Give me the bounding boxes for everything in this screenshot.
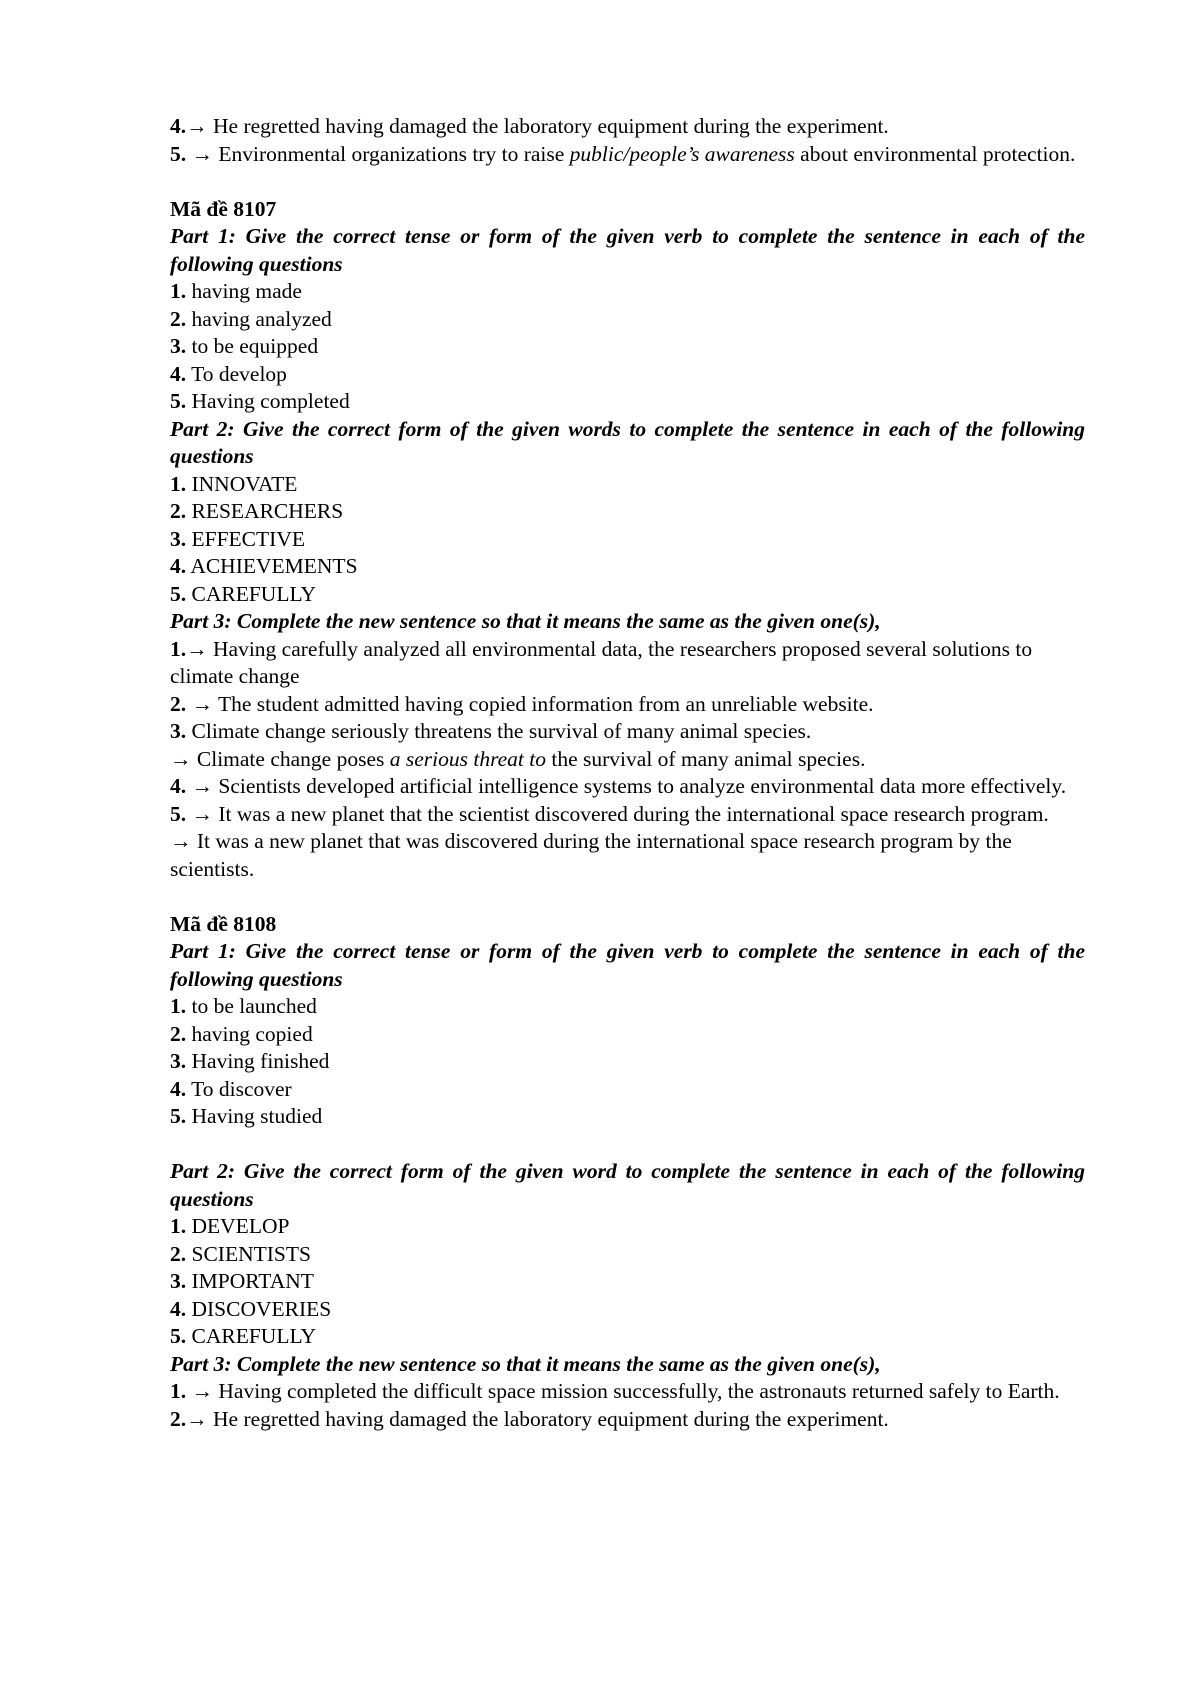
list-item xyxy=(170,498,1085,526)
item-number: 2. xyxy=(170,691,187,716)
list-item xyxy=(170,333,1085,361)
part2-heading: Part 2: Give the correct form of the given word to complete the sentence in each of the following questions xyxy=(170,1159,1085,1211)
item-text: to be launched xyxy=(186,994,317,1018)
part1-heading: Part 1: Give the correct tense or form of the given verb to complete the sentence in each of the following questions xyxy=(170,939,1085,991)
part2-heading: Part 2: Give the correct form of the given words to complete the sentence in each of the following questions xyxy=(170,416,1085,468)
item-number: 4. xyxy=(170,1076,187,1101)
item-number: 1. xyxy=(170,279,187,303)
item-text: → The student admitted having copied information from an unreliable website. xyxy=(186,691,874,716)
item-text: To develop xyxy=(186,361,287,386)
list-item xyxy=(170,471,1085,499)
item-text: DISCOVERIES xyxy=(186,1296,332,1321)
answer-line xyxy=(170,141,1085,169)
item-text: IMPORTANT xyxy=(186,1269,314,1293)
answer-line xyxy=(170,636,1085,691)
item-number: 4. xyxy=(170,554,187,578)
item-number: 5. xyxy=(170,801,187,826)
item-number: 2. xyxy=(170,306,187,331)
item-number: 1. xyxy=(170,636,187,661)
item-number: 3. xyxy=(170,334,187,358)
item-number: 4. xyxy=(170,361,187,386)
list-item xyxy=(170,526,1085,554)
answer-line xyxy=(170,801,1085,829)
item-number: 3. xyxy=(170,719,187,743)
item-number: 1. xyxy=(170,1214,187,1238)
item-number: 5. xyxy=(170,581,187,606)
item-emphasis: a serious threat to xyxy=(389,746,547,771)
item-number: 1. xyxy=(170,1379,187,1403)
list-item xyxy=(170,1048,1085,1076)
part3-heading: Part 3: Complete the new sentence so that it means the same as the given one(s), xyxy=(170,609,881,633)
item-number: 5. xyxy=(170,141,187,166)
item-number: 2. xyxy=(170,499,187,523)
item-number: 3. xyxy=(170,1269,187,1293)
item-text: RESEARCHERS xyxy=(186,499,344,523)
item-number: 3. xyxy=(170,526,187,551)
list-item xyxy=(170,361,1085,389)
item-text: → Scientists developed artificial intelligence systems to analyze environmental data more effectively. xyxy=(186,774,1067,798)
item-text: Having finished xyxy=(186,1049,330,1073)
item-emphasis: public/people’s awareness xyxy=(569,141,795,166)
item-text: → Climate change poses xyxy=(170,746,390,771)
item-text: SCIENTISTS xyxy=(186,1241,311,1266)
spacer xyxy=(170,1131,1085,1159)
item-text: DEVELOP xyxy=(186,1214,290,1238)
item-number: 4. xyxy=(170,114,187,138)
list-item xyxy=(170,993,1085,1021)
item-text: → Having carefully analyzed all environmental data, the researchers proposed several solutions to climate change xyxy=(170,636,1033,688)
document-page xyxy=(170,113,1085,1433)
list-item xyxy=(170,1213,1085,1241)
item-text: having made xyxy=(186,279,302,303)
item-number: 5. xyxy=(170,389,187,413)
item-text: Climate change seriously threatens the survival of many animal species. xyxy=(186,719,812,743)
list-item xyxy=(170,581,1085,609)
answer-line xyxy=(170,746,1085,774)
item-text: Having studied xyxy=(186,1104,323,1128)
answer-line xyxy=(170,773,1085,801)
list-item xyxy=(170,553,1085,581)
answer-line xyxy=(170,718,1085,746)
list-item xyxy=(170,1103,1085,1131)
item-number: 4. xyxy=(170,774,187,798)
list-item xyxy=(170,1076,1085,1104)
item-text: Having completed xyxy=(186,389,350,413)
item-number: 2. xyxy=(170,1241,187,1266)
item-text: → Environmental organizations try to raise xyxy=(186,141,570,166)
item-text: about environmental protection. xyxy=(794,141,1076,166)
item-text: To discover xyxy=(186,1076,292,1101)
item-number: 1. xyxy=(170,471,187,496)
item-number: 3. xyxy=(170,1049,187,1073)
answer-line xyxy=(170,1378,1085,1406)
item-text: → He regretted having damaged the laboratory equipment during the experiment. xyxy=(186,114,889,138)
section-title-8108: Mã đề 8108 xyxy=(170,911,277,936)
item-text: EFFECTIVE xyxy=(186,526,305,551)
item-text: INNOVATE xyxy=(186,471,298,496)
list-item xyxy=(170,1296,1085,1324)
list-item xyxy=(170,1268,1085,1296)
list-item xyxy=(170,1323,1085,1351)
item-text: to be equipped xyxy=(186,334,319,358)
part1-heading: Part 1: Give the correct tense or form of the given verb to complete the sentence in each of the following questions xyxy=(170,224,1085,276)
list-item xyxy=(170,1021,1085,1049)
section-title-8107: Mã đề 8107 xyxy=(170,196,277,221)
list-item xyxy=(170,306,1085,334)
answer-line: → It was a new planet that was discovered during the international space research program by the scientists. xyxy=(170,829,1012,881)
item-text: having analyzed xyxy=(186,306,332,331)
item-text: CAREFULLY xyxy=(186,581,316,606)
item-text: → It was a new planet that the scientist discovered during the international space research program. xyxy=(186,801,1049,826)
answer-line xyxy=(170,691,1085,719)
item-number: 2. xyxy=(170,1406,187,1431)
answer-line xyxy=(170,113,1085,141)
item-number: 5. xyxy=(170,1104,187,1128)
list-item xyxy=(170,388,1085,416)
item-text: the survival of many animal species. xyxy=(546,746,866,771)
item-text: having copied xyxy=(186,1021,313,1046)
part3-heading: Part 3: Complete the new sentence so that it means the same as the given one(s), xyxy=(170,1351,881,1376)
item-text: → Having completed the difficult space mission successfully, the astronauts returned safely to Earth. xyxy=(186,1379,1060,1403)
item-number: 4. xyxy=(170,1296,187,1321)
item-number: 1. xyxy=(170,994,187,1018)
answer-line xyxy=(170,1406,1085,1434)
item-text: CAREFULLY xyxy=(186,1324,316,1348)
item-text: → He regretted having damaged the laboratory equipment during the experiment. xyxy=(186,1406,889,1431)
item-number: 2. xyxy=(170,1021,187,1046)
item-number: 5. xyxy=(170,1324,187,1348)
item-text: ACHIEVEMENTS xyxy=(186,554,358,578)
list-item xyxy=(170,1241,1085,1269)
list-item xyxy=(170,278,1085,306)
